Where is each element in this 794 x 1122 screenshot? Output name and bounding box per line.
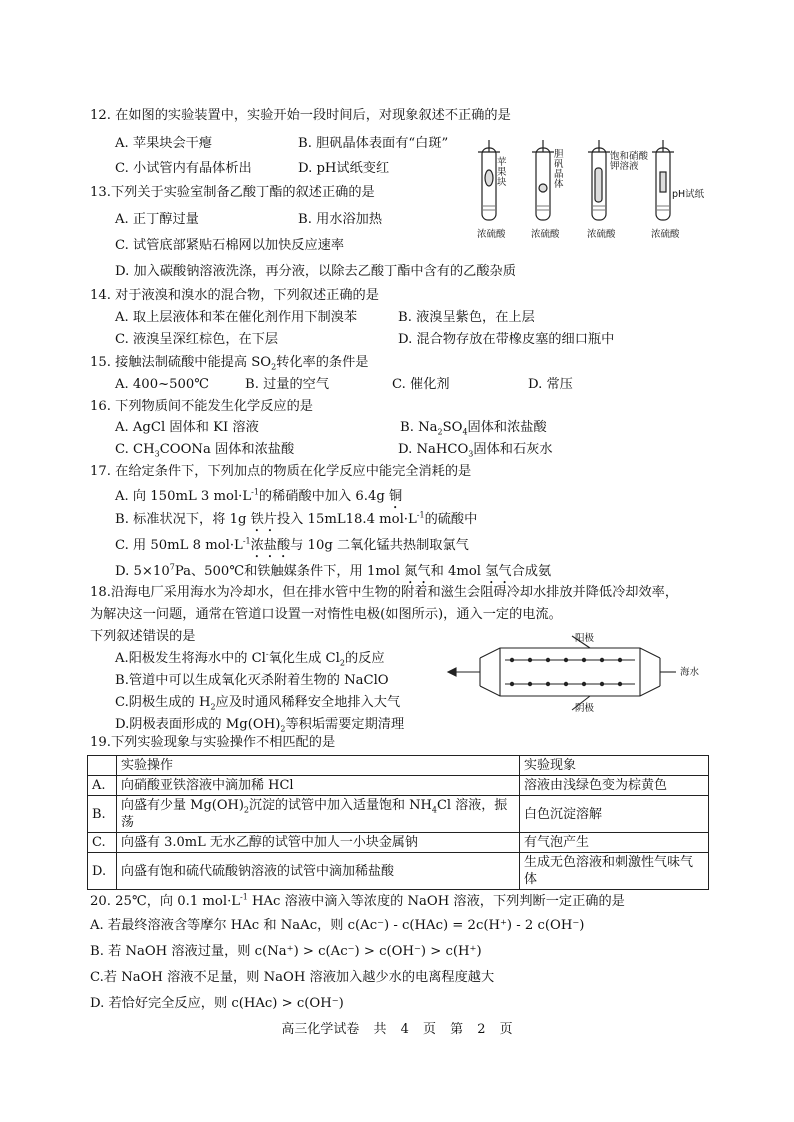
q12-stem: 12. 在如图的实验装置中，实验开始一段时间后，对现象叙述不正确的是 (90, 108, 511, 123)
q15-option-a: A. 400~500℃ (115, 377, 210, 392)
q14-option-c: C. 液溴呈深红棕色，在下层 (115, 332, 279, 347)
q12-option-d: D. pH试纸变红 (298, 161, 390, 176)
q17-option-c: C. 用 50mL 8 $mol\cdot L^{-1}$浓盐酸与 10g 二氧化锰共热制取氯气 (115, 536, 469, 553)
table-row: B. 向盛有少量 $Mg(OH)_2$沉淀的试管中加入适量饱和 $NH_4Cl$ 溶液，振荡 白色沉淀溶解 (88, 796, 709, 833)
q19-table (87, 755, 709, 890)
q18-label-seawater: 海水 (680, 667, 700, 678)
q18-option-d: D.阴极表面形成的 $Mg(OH)_2$等积垢需要定期清理 (115, 717, 405, 734)
q20-stem: 20. 25℃，向 0.1 $mol\cdot L^{-1}$ HAc 溶液中滴入等浓度的 NaOH 溶液，下列判断一定正确的是 (90, 892, 625, 909)
q16-option-c: C. $CH_3COONa$ 固体和浓盐酸 (115, 442, 295, 459)
q15-option-d: D. 常压 (528, 377, 573, 392)
q17-stem: 17. 在给定条件下，下列加点的物质在化学反应中能完全消耗的是 (90, 464, 472, 479)
q16-option-b: B. $Na_2SO_4$固体和浓盐酸 (400, 420, 547, 437)
q12-label-kno3: 饱和硝酸钾溶液 (610, 151, 649, 172)
table-row: D. 向盛有饱和硫代硫酸钠溶液的试管中滴加稀盐酸 生成无色溶液和刺激性气味气体 (88, 853, 709, 890)
header-phenomenon: 实验现象 (520, 756, 709, 776)
q19-stem: 19.下列实验现象与实验操作不相匹配的是 (90, 735, 336, 750)
q20-option-a: A. 若最终溶液含等摩尔 HAc 和 NaAc，则 c(Ac⁻) - c(HAc) = 2c(H⁺) - 2 c(OH⁻) (90, 918, 585, 933)
q12-label-apple: 苹果块 (497, 157, 507, 188)
table-row: C. 向盛有 3.0mL 无水乙醇的试管中加人一小块金属钠 有气泡产生 (88, 833, 709, 853)
q20-option-c: C.若 NaOH 溶液不足量，则 NaOH 溶液加入越少水的电离程度越大 (90, 970, 495, 985)
q18-line-1: 18.沿海电厂采用海水为冷却水，但在排水管中生物的附着和滋生会阻碍冷却水排放并降低冷却效率， (90, 585, 679, 600)
q12-label-acid-3: 浓硫酸 (587, 229, 616, 240)
q12-label-chalcanthite: 胆矾晶体 (554, 149, 564, 190)
table-header-row (88, 756, 709, 776)
q12-label-acid-2: 浓硫酸 (531, 229, 560, 240)
q15-option-b: B. 过量的空气 (245, 377, 330, 392)
page-footer: 高三化学试卷 共 4 页 第 2 页 (281, 1022, 513, 1037)
q16-option-d: D. NaHCO$_3$固体和石灰水 (398, 442, 553, 459)
q14-option-d: D. 混合物存放在带橡皮塞的细口瓶中 (398, 332, 615, 347)
table-row: A. 向硝酸亚铁溶液中滴加稀 HCl 溶液由浅绿色变为棕黄色 (88, 776, 709, 796)
q13-option-b: B. 用水浴加热 (298, 212, 383, 227)
q12-label-acid-4: 浓硫酸 (651, 229, 680, 240)
q20-option-d: D. 若恰好完全反应，则 c(HAc) > c(OH⁻) (90, 996, 344, 1011)
header-operation: 实验操作 (117, 756, 520, 776)
q14-option-a: A. 取上层液体和苯在催化剂作用下制溴苯 (115, 310, 358, 325)
q18-label-cathode: 阴极 (575, 703, 595, 714)
q15-option-c: C. 催化剂 (392, 377, 450, 392)
q18-pipe-figure (440, 630, 680, 720)
q12-label-ph-paper: pH试纸 (672, 189, 705, 200)
q14-stem: 14. 对于液溴和溴水的混合物，下列叙述正确的是 (90, 288, 379, 303)
q18-line-3: 下列叙述错误的是 (90, 629, 196, 644)
q18-label-anode: 阳极 (575, 633, 595, 644)
q12-option-a: A. 苹果块会干瘪 (115, 136, 213, 151)
q18-line-2: 为解决这一问题，通常在管道口设置一对惰性电极(如图所示)，通入一定的电流。 (90, 607, 562, 622)
q18-option-b: B.管道中可以生成氧化灭杀附着生物的 NaClO (115, 673, 389, 688)
q17-option-b: B. 标准状况下，将 1g 铁片投入 15mL18.4 $mol\cdot L^{-1}$的硫酸中 (115, 510, 478, 527)
q13-option-c: C. 试管底部紧贴石棉网以加快反应速率 (115, 238, 345, 253)
q16-option-a: A. AgCl 固体和 KI 溶液 (115, 420, 259, 435)
q13-stem: 13.下列关于实验室制备乙酸丁酯的叙述正确的是 (90, 185, 375, 200)
q13-option-d: D. 加入碳酸钠溶液洗涤，再分液，以除去乙酸丁酯中含有的乙酸杂质 (115, 264, 516, 279)
q13-option-a: A. 正丁醇过量 (115, 212, 199, 227)
q15-stem: 15. 接触法制硫酸中能提高 $SO_2$转化率的条件是 (90, 355, 369, 372)
q20-option-b: B. 若 NaOH 溶液过量，则 c(Na⁺) > c(Ac⁻) > c(OH⁻) > c(H⁺) (90, 944, 482, 959)
q18-option-c: C.阴极生成的 $H_2$应及时通风稀释安全地排入大气 (115, 695, 401, 712)
q17-option-d: D. $5\times 10^7Pa$、500℃和铁触媒条件下，用 1mol 氮气和 4mol 氢气合成氨 (115, 562, 552, 579)
q17-option-a: A. 向 150mL 3 $mol\cdot L^{-1}$的稀硝酸中加入 6.4g 铜 (115, 487, 403, 504)
q18-option-a: A.阳极发生将海水中的 Cl-氧化生成 $Cl_2$的反应 (115, 649, 385, 668)
q16-stem: 16. 下列物质间不能发生化学反应的是 (90, 399, 313, 414)
q12-label-acid-1: 浓硫酸 (477, 229, 506, 240)
q12-option-c: C. 小试管内有晶体析出 (115, 161, 252, 176)
q12-option-b: B. 胆矾晶体表面有“白斑” (298, 136, 449, 151)
q14-option-b: B. 液溴呈紫色，在上层 (398, 310, 535, 325)
